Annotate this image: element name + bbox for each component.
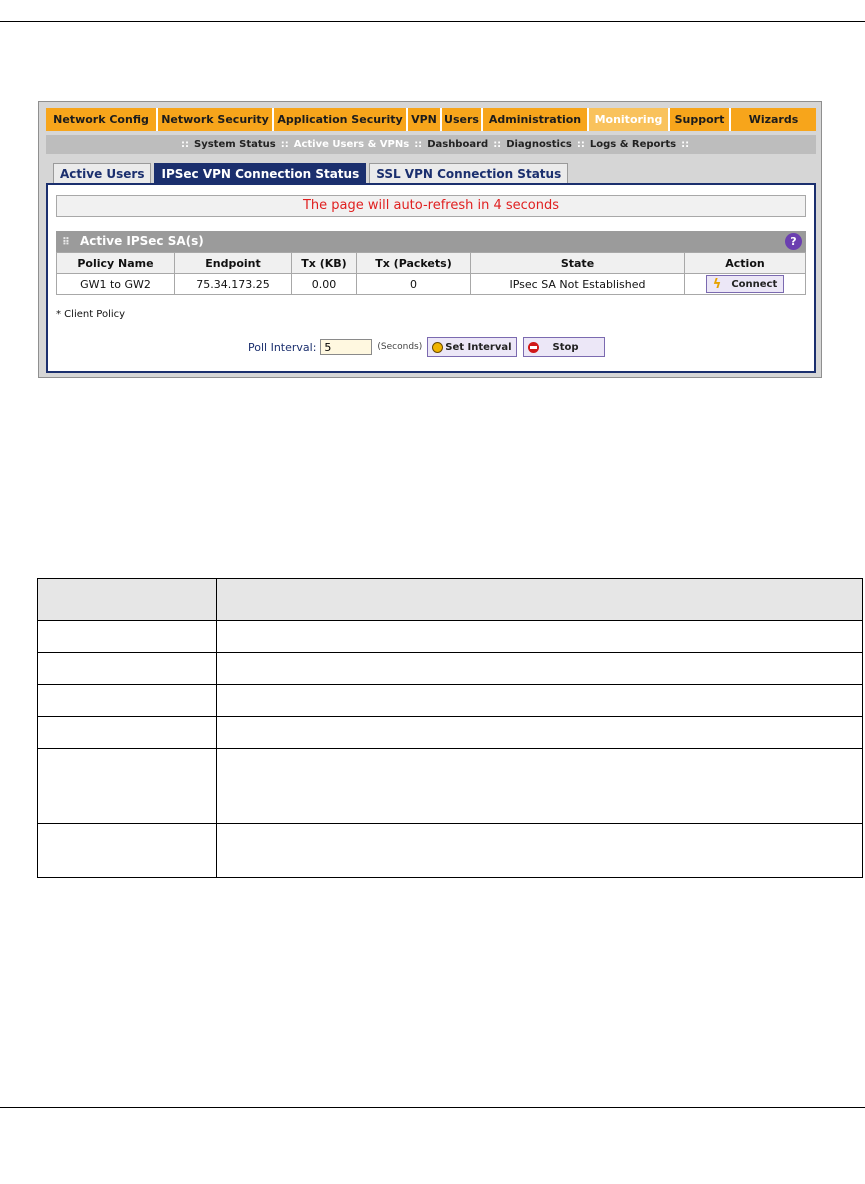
active-ipsec-sa-header bbox=[56, 231, 806, 252]
subnav-logs-reports[interactable]: Logs & Reports bbox=[589, 139, 677, 150]
poll-interval-input[interactable] bbox=[320, 339, 372, 355]
main-navigation bbox=[46, 108, 816, 131]
cell-policy-name: GW1 to GW2 bbox=[57, 274, 175, 295]
client-policy-note: * Client Policy bbox=[56, 309, 126, 320]
help-icon[interactable]: ? bbox=[785, 233, 802, 250]
subnav-dashboard[interactable]: Dashboard bbox=[427, 139, 489, 150]
table-cell bbox=[217, 717, 863, 749]
table-row bbox=[38, 717, 863, 749]
col-action: Action bbox=[685, 253, 806, 274]
tab-ssl-vpn-connection-status[interactable]: SSL VPN Connection Status bbox=[369, 163, 568, 183]
nav-users[interactable]: Users bbox=[442, 108, 483, 131]
col-policy-name: Policy Name bbox=[57, 253, 175, 274]
subnav-active-users-vpns[interactable]: Active Users & VPNs bbox=[293, 139, 410, 150]
col-endpoint: Endpoint bbox=[175, 253, 292, 274]
subnav-separator: :: bbox=[414, 139, 423, 150]
ipsec-status-panel bbox=[46, 183, 816, 373]
poll-interval-controls bbox=[248, 337, 611, 357]
tab-ipsec-vpn-connection-status[interactable]: IPSec VPN Connection Status bbox=[154, 163, 366, 183]
table-row bbox=[38, 824, 863, 878]
table-row bbox=[38, 749, 863, 824]
table-header-row bbox=[57, 253, 806, 274]
stop-button[interactable] bbox=[523, 337, 605, 357]
poll-interval-unit: (Seconds) bbox=[377, 342, 423, 352]
set-interval-button[interactable] bbox=[427, 337, 516, 357]
stop-label: Stop bbox=[552, 341, 579, 353]
cell-state: IPsec SA Not Established bbox=[471, 274, 685, 295]
vpn-status-screenshot bbox=[38, 101, 822, 378]
page-top-rule bbox=[0, 21, 865, 22]
col-tx-packets: Tx (Packets) bbox=[357, 253, 471, 274]
nav-support[interactable]: Support bbox=[670, 108, 731, 131]
poll-interval-label: Poll Interval: bbox=[248, 340, 317, 354]
table-row bbox=[38, 653, 863, 685]
table-cell bbox=[217, 579, 863, 621]
nav-application-security[interactable]: Application Security bbox=[274, 108, 408, 131]
sub-navigation bbox=[46, 135, 816, 154]
table-row bbox=[38, 621, 863, 653]
table-cell bbox=[217, 685, 863, 717]
table-header-row bbox=[38, 579, 863, 621]
page-bottom-rule bbox=[0, 1107, 865, 1108]
stop-icon bbox=[528, 342, 539, 353]
table-cell bbox=[217, 824, 863, 878]
table-row bbox=[38, 685, 863, 717]
tab-active-users[interactable]: Active Users bbox=[53, 163, 151, 183]
subnav-separator: :: bbox=[181, 139, 189, 150]
subnav-diagnostics[interactable]: Diagnostics bbox=[506, 139, 572, 150]
table-cell bbox=[217, 749, 863, 824]
nav-network-security[interactable]: Network Security bbox=[158, 108, 274, 131]
col-tx-kb: Tx (KB) bbox=[292, 253, 357, 274]
table-cell bbox=[38, 621, 217, 653]
active-sa-table bbox=[56, 252, 806, 295]
connect-label: Connect bbox=[731, 278, 778, 290]
cell-endpoint: 75.34.173.25 bbox=[175, 274, 292, 295]
lightning-icon: ϟ bbox=[712, 276, 722, 292]
cell-action bbox=[685, 274, 806, 295]
tab-bar bbox=[53, 163, 571, 183]
nav-vpn[interactable]: VPN bbox=[408, 108, 442, 131]
table-cell bbox=[217, 653, 863, 685]
set-interval-label: Set Interval bbox=[445, 341, 512, 353]
nav-monitoring[interactable]: Monitoring bbox=[589, 108, 670, 131]
auto-refresh-banner: The page will auto-refresh in 4 seconds bbox=[56, 195, 806, 217]
subnav-separator: :: bbox=[576, 139, 585, 150]
description-table bbox=[37, 578, 863, 878]
subnav-system-status[interactable]: System Status bbox=[194, 139, 276, 150]
grip-icon: ⠿ bbox=[62, 237, 70, 248]
subnav-separator: :: bbox=[280, 139, 289, 150]
table-cell bbox=[38, 717, 217, 749]
cell-tx-kb: 0.00 bbox=[292, 274, 357, 295]
col-state: State bbox=[471, 253, 685, 274]
table-cell bbox=[38, 749, 217, 824]
nav-network-config[interactable]: Network Config bbox=[46, 108, 158, 131]
subnav-separator: :: bbox=[493, 139, 502, 150]
section-title: Active IPSec SA(s) bbox=[80, 234, 204, 248]
nav-wizards[interactable]: Wizards bbox=[731, 108, 816, 131]
table-cell bbox=[217, 621, 863, 653]
table-cell bbox=[38, 653, 217, 685]
connect-button[interactable] bbox=[706, 275, 784, 293]
subnav-separator: :: bbox=[681, 139, 690, 150]
clock-icon bbox=[432, 342, 443, 353]
table-cell bbox=[38, 579, 217, 621]
table-cell bbox=[38, 685, 217, 717]
cell-tx-packets: 0 bbox=[357, 274, 471, 295]
table-row bbox=[57, 274, 806, 295]
nav-administration[interactable]: Administration bbox=[483, 108, 589, 131]
table-cell bbox=[38, 824, 217, 878]
